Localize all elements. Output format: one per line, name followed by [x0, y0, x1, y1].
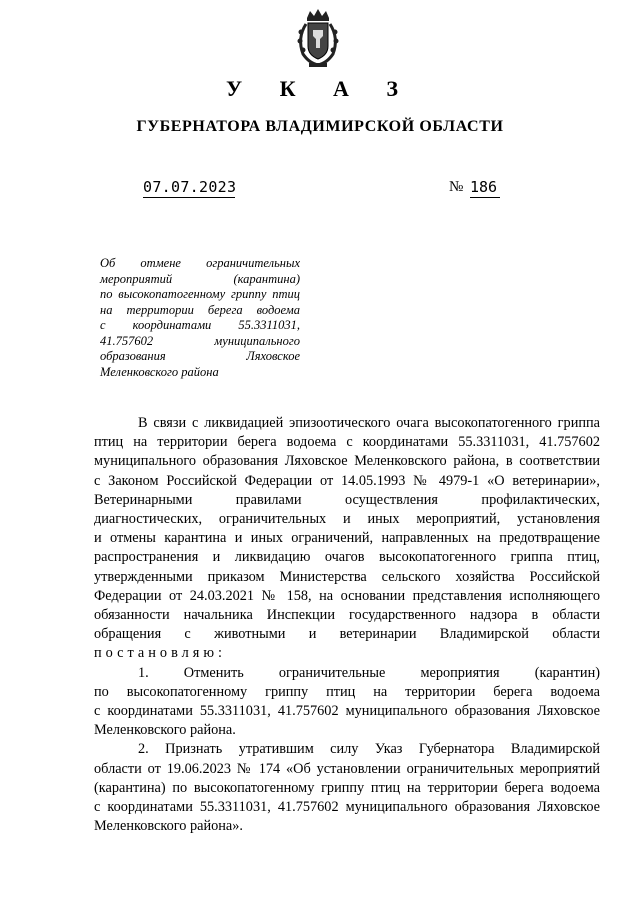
body-line: с координатами 55.3311031, 41.757602 муниципального образования Ляховское: [94, 799, 600, 816]
body-line: птиц на территории берега водоема с координатами 55.3311031, 41.757602: [94, 434, 600, 451]
document-issuer-title: ГУБЕРНАТОРА ВЛАДИМИРСКОЙ ОБЛАСТИ: [136, 118, 504, 135]
number-label: №: [449, 179, 464, 195]
body-line: обращения с животными и ветеринарии Владимирской области: [94, 626, 600, 643]
document-type-title: У К А З: [225, 76, 415, 101]
body-line: 2. Признать утратившим силу Указ Губернатора Владимирской: [138, 741, 600, 758]
body-line: 1. Отменить ограничительные мероприятия (карантин): [138, 664, 600, 681]
body-line: с координатами 55.3311031, 41.757602 муниципального образования Ляховское: [94, 703, 600, 720]
subject-line: Об отмене ограничительных: [100, 256, 300, 270]
body-line: по высокопатогенному гриппу птиц на территории берега водоема: [94, 683, 600, 700]
document-subject: [100, 256, 300, 380]
body-line: Федерации от 24.03.2021 № 158, на основании представления исполняющего: [94, 587, 600, 604]
body-line: и отмены карантина и иных ограничений, направленных на предотвращение: [94, 530, 600, 547]
body-line: обязанности начальника Инспекции государственного надзора в области: [94, 607, 600, 624]
body-line: В связи с ликвидацией эпизоотического очага высокопатогенного гриппа: [138, 415, 600, 431]
body-line: области от 19.06.2023 № 174 «Об установлении ограничительных мероприятий: [94, 760, 600, 777]
body-line: Ветеринарными правилами осуществления профилактических,: [94, 491, 600, 508]
body-line: муниципального образования Ляховское Меленковского района, в соответствии: [94, 453, 600, 470]
resolution-word: постановляю:: [94, 645, 226, 662]
subject-line: с координатами 55.3311031,: [100, 318, 300, 332]
body-line: Меленковского района».: [94, 818, 243, 835]
subject-line: на территории берега водоема: [100, 302, 300, 317]
document-body: [94, 414, 600, 836]
body-line: диагностических, ограничительных и иных мероприятий, установления: [94, 511, 600, 528]
body-line: утвержденными приказом Министерства сельского хозяйства Российской: [94, 568, 600, 585]
body-line: распространения и ликвидацию очагов высокопатогенного гриппа птиц,: [94, 549, 600, 566]
document-date: 07.07.2023: [143, 178, 237, 196]
body-line: с Законом Российской Федерации от 14.05.1993 № 4979-1 «О ветеринарии»,: [94, 472, 600, 489]
subject-line: Меленковского района: [100, 364, 219, 379]
body-line: Меленковского района.: [94, 722, 236, 739]
body-line: (карантина) по высокопатогенному гриппу птиц на территории берега водоема: [94, 779, 600, 796]
coat-of-arms-icon: [293, 8, 343, 68]
subject-line: по высокопатогенному гриппу птиц: [100, 287, 300, 301]
subject-line: образования Ляховское: [100, 349, 300, 363]
document-number: 186: [470, 178, 500, 198]
subject-line: мероприятий (карантина): [100, 271, 300, 286]
subject-line: 41.757602 муниципального: [100, 333, 300, 348]
